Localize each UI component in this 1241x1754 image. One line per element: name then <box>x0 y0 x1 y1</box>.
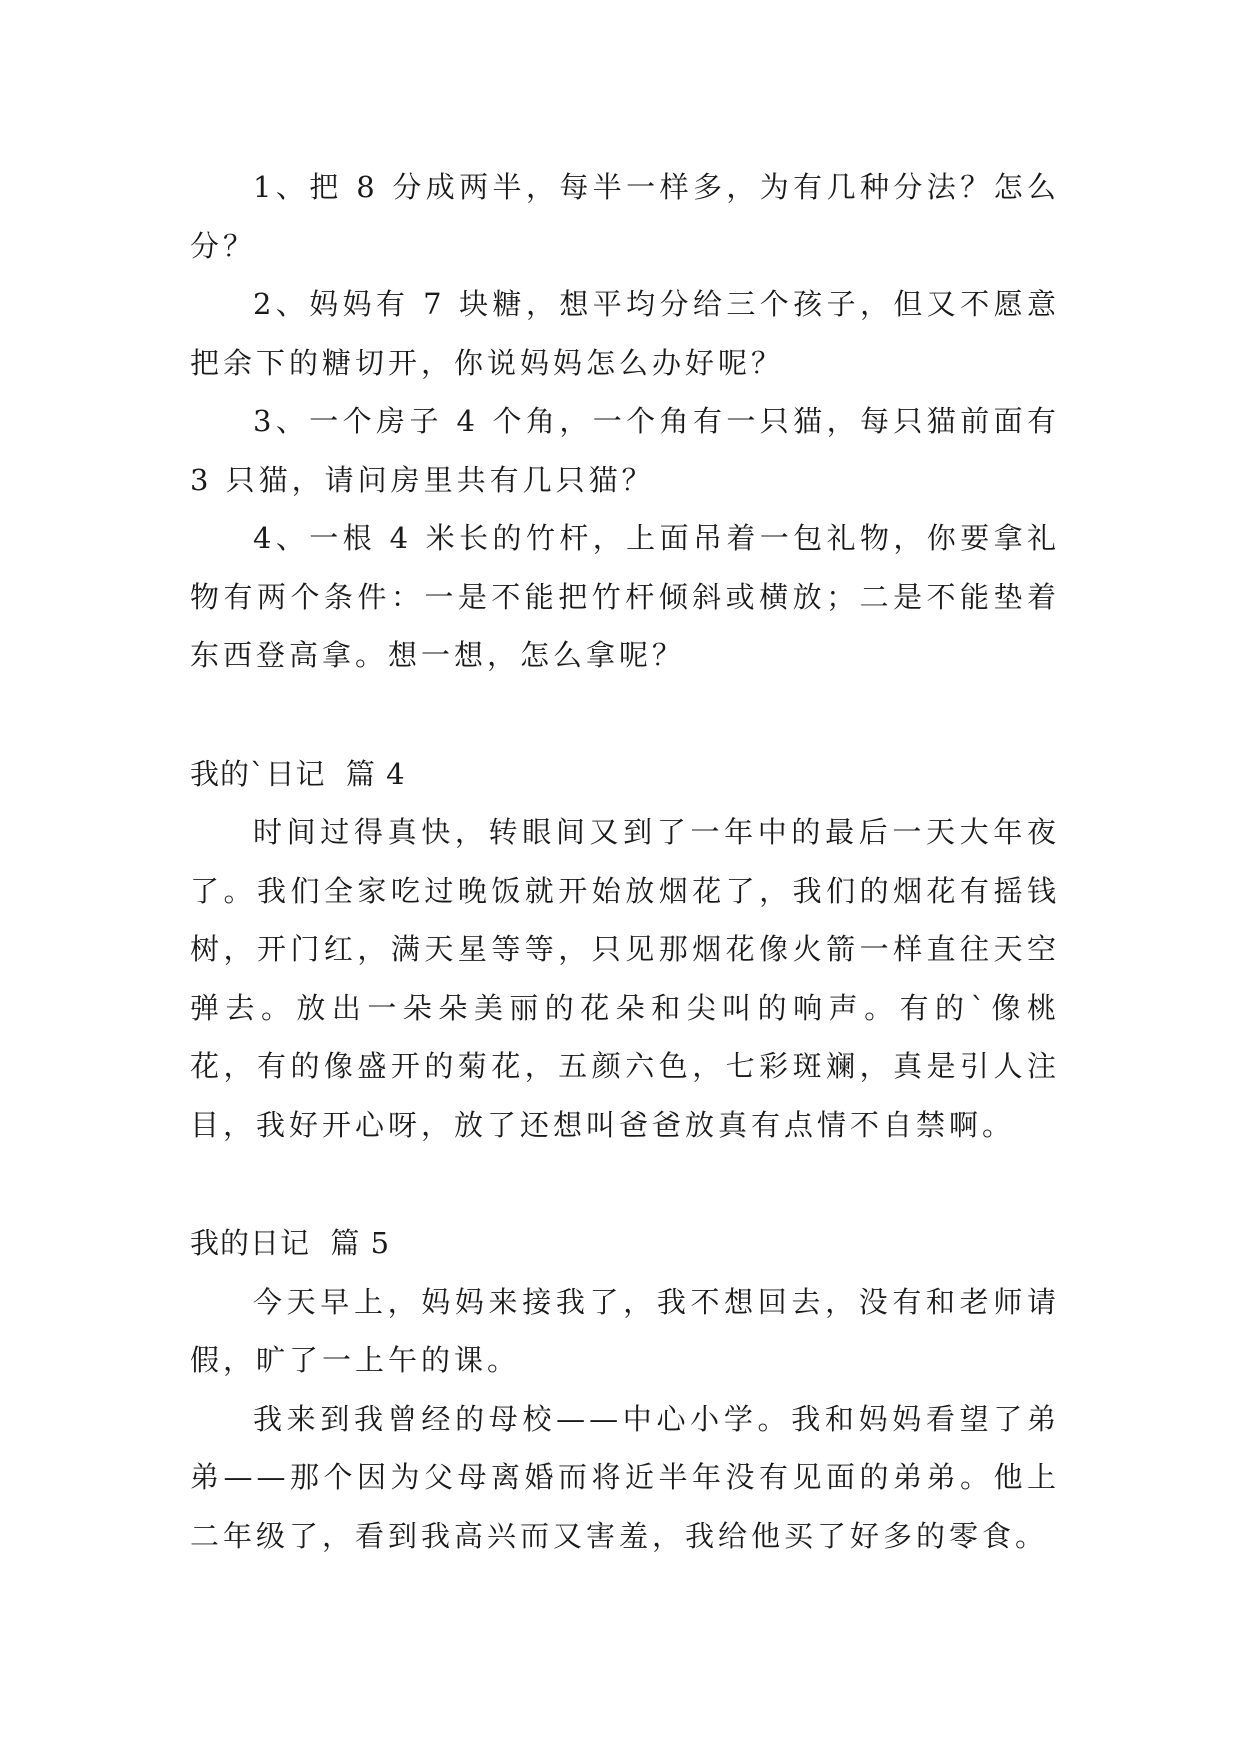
document-body <box>190 158 1074 1565</box>
diary-4-paragraph-1: 时间过得真快，转眼间又到了一年中的最后一天大年夜了。我们全家吃过晚饭就开始放烟花了，我们的烟花有摇钱树，开门红，满天星等等，只见那烟花像火箭一样直往天空弹去。放出一朵朵美丽的花朵和尖叫的响声。有的`像桃花，有的像盛开的菊花，五颜六色，七彩斑斓，真是引人注目，我好开心呀，放了还想叫爸爸放真有点情不自禁啊。 <box>190 815 1060 1142</box>
section-gap <box>190 685 1060 745</box>
diary-5-paragraph-1: 今天早上，妈妈来接我了，我不想回去，没有和老师请假，旷了一上午的课。 <box>190 1284 1060 1377</box>
puzzle-2: 2、妈妈有 7 块糖，想平均分给三个孩子，但又不愿意把余下的糖切开，你说妈妈怎么办好呢？ <box>190 287 1060 380</box>
diary-4-title: 我的`日记 篇 4 <box>190 756 406 791</box>
diary-5-title: 我的日记 篇 5 <box>190 1226 391 1260</box>
section-gap <box>190 1154 1060 1214</box>
puzzle-3: 3、一个房子 4 个角，一个角有一只猫，每只猫前面有 3 只猫，请问房里共有几只猫？ <box>190 404 1074 497</box>
puzzle-1: 1、把 8 分成两半，每半一样多，为有几种分法？怎么分？ <box>190 170 1060 263</box>
diary-5-paragraph-2: 我来到我曾经的母校——中心小学。我和妈妈看望了弟弟——那个因为父母离婚而将近半年没有见面的弟弟。他上二年级了，看到我高兴而又害羞，我给他买了好多的零食。 <box>190 1401 1060 1553</box>
puzzle-4: 4、一根 4 米长的竹杆，上面吊着一包礼物，你要拿礼物有两个条件：一是不能把竹杆倾斜或横放；二是不能垫着东西登高拿。想一想，怎么拿呢？ <box>190 521 1060 672</box>
